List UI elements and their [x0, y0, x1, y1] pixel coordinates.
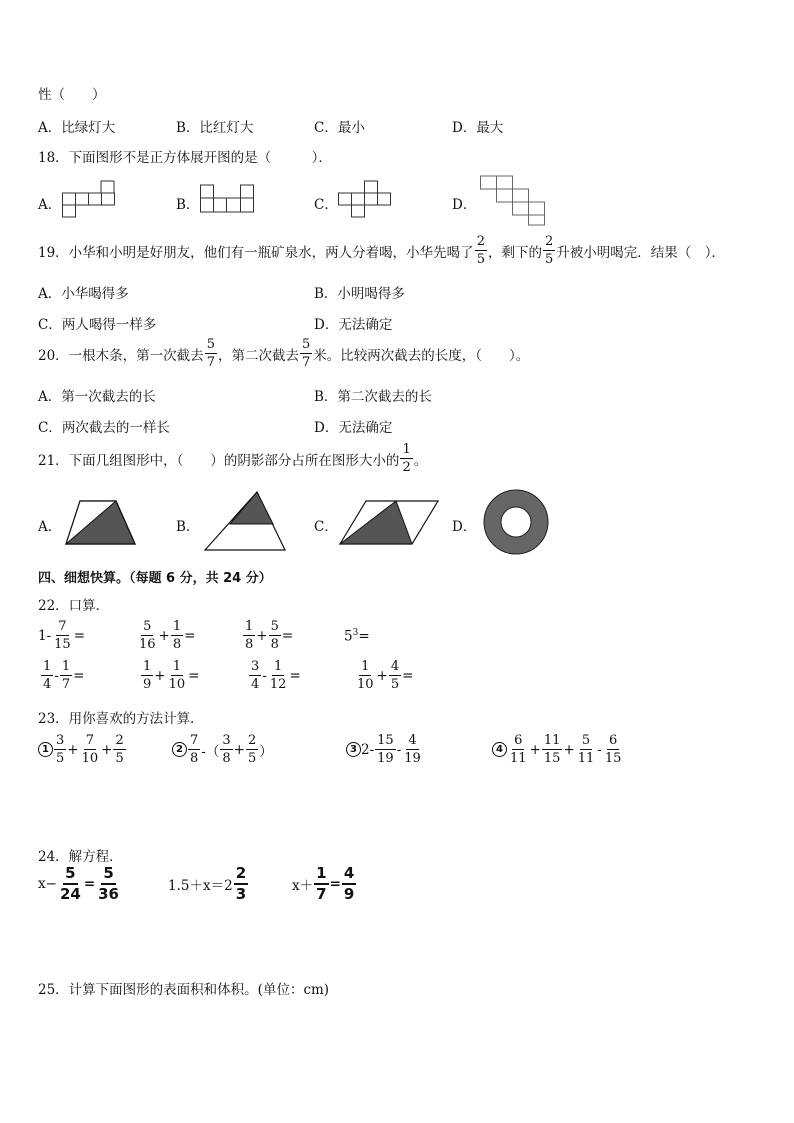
q20-option-d[interactable]: D．无法确定 [314, 420, 393, 436]
q22-stem: 22．口算． [38, 598, 110, 614]
q23-p4-fraction-1: $\frac{6}{11}$ [510, 733, 527, 766]
q23-p2-fraction-3: $\frac{2}{5}$ [247, 733, 257, 766]
q22-e5-fraction-1: $\frac{1}{4}$ [43, 659, 52, 692]
q19-fraction-1: $\frac{2}{5}$ [476, 234, 485, 267]
q22-e8-equals: = [402, 667, 414, 684]
q18-label-d[interactable]: D． [452, 197, 477, 213]
q17-option-a[interactable]: A．比绿灯大 [38, 120, 116, 136]
q23-p4-fraction-3: $\frac{5}{11}$ [577, 733, 595, 766]
q23-p1-fraction-3: $\frac{2}{5}$ [115, 733, 124, 766]
q18-net-d [478, 174, 548, 226]
q21-fraction: $\frac{1}{2}$ [402, 442, 411, 475]
q23-p2-close-paren: ） [259, 743, 273, 760]
q21-stem-b: 。 [413, 452, 428, 469]
q22-e4-equals: = [358, 628, 370, 645]
q21-trapezoid-figure [64, 498, 138, 546]
q20-option-b[interactable]: B．第二次截去的长 [314, 389, 432, 405]
q19-stem [38, 235, 725, 266]
q21-label-d[interactable]: D． [452, 519, 477, 535]
q24-eq3-fraction-1: $\frac{1}{7}$ [316, 864, 327, 903]
q23-p1-operator-2: + [101, 741, 113, 758]
q23-marker-2: 2 [172, 742, 187, 757]
q24-eq3-equals: = [329, 876, 341, 892]
q24-eq3-fraction-2: $\frac{4}{9}$ [343, 864, 355, 903]
q22-expression-1[interactable] [38, 620, 85, 651]
q23-p4-fraction-2: $\frac{11}{15}$ [543, 733, 561, 766]
q22-e8-operator: + [376, 667, 388, 684]
q19-option-a[interactable]: A．小华喝得多 [38, 286, 129, 302]
q23-problem-1[interactable] [38, 734, 127, 765]
q22-e7-fraction-2: $\frac{1}{12}$ [269, 659, 287, 692]
q24-eq1-prefix: x− [38, 876, 57, 892]
q23-p3-fraction-1: $\frac{15}{19}$ [377, 733, 394, 766]
q22-e7-equals: = [289, 667, 301, 684]
q22-e5-operator: - [54, 667, 59, 684]
q20-stem-b: ，第二次截去 [217, 347, 299, 364]
q21-stem [38, 443, 427, 474]
q21-triangle-figure [202, 490, 288, 552]
q23-p2-fraction-2: $\frac{3}{8}$ [222, 733, 231, 766]
q23-p4-fraction-4: $\frac{6}{15}$ [604, 733, 622, 766]
q22-e2-fraction-1: $\frac{5}{16}$ [139, 619, 156, 652]
q22-e5-fraction-2: $\frac{1}{7}$ [61, 659, 71, 692]
q17-option-b[interactable]: B．比红灯大 [176, 120, 254, 136]
q22-e3-operator: + [256, 627, 268, 644]
q18-net-a [62, 180, 116, 220]
q20-stem-c: 米。比较两次截去的长度，（ ）。 [313, 347, 530, 364]
q22-expression-5[interactable] [40, 660, 84, 691]
q22-expression-4[interactable] [344, 628, 370, 645]
q22-e2-equals: = [184, 627, 196, 644]
q23-marker-3: 3 [346, 742, 361, 757]
q23-p4-operator-1: + [529, 741, 541, 758]
q23-p2-operator-1: -（ [201, 743, 220, 760]
q22-e4-base: 5 [344, 628, 353, 645]
q20-option-a[interactable]: A．第一次截去的长 [38, 389, 156, 405]
q23-p1-operator-1: + [67, 741, 79, 758]
q22-e4-exponent: 3 [352, 628, 359, 638]
q22-e2-operator: + [158, 627, 170, 644]
q25-stem: 25．计算下面图形的表面积和体积。(单位：cm) [38, 982, 330, 998]
q22-expression-3[interactable] [242, 620, 293, 651]
q24-eq3-prefix: x＋ [292, 878, 314, 894]
q23-marker-1: 1 [38, 742, 53, 757]
q17-option-d[interactable]: D．最大 [452, 120, 504, 136]
q22-e3-fraction-1: $\frac{1}{8}$ [245, 619, 254, 652]
q22-e7-fraction-1: $\frac{3}{4}$ [251, 659, 260, 692]
q23-p3-prefix: 2- [361, 741, 375, 758]
q22-e5-equals: = [73, 667, 85, 684]
q19-option-c[interactable]: C．两人喝得一样多 [38, 317, 157, 333]
q23-marker-4: 4 [492, 742, 507, 757]
q18-label-b[interactable]: B． [176, 197, 200, 213]
q24-equation-2[interactable] [168, 866, 249, 902]
q23-p3-operator-1: - [396, 741, 402, 758]
q23-p3-fraction-2: $\frac{4}{19}$ [404, 733, 421, 766]
q22-e8-fraction-2: $\frac{4}{5}$ [390, 659, 400, 692]
q19-option-b[interactable]: B．小明喝得多 [314, 286, 405, 302]
q23-p1-fraction-1: $\frac{3}{5}$ [56, 733, 65, 766]
q21-label-b[interactable]: B． [176, 519, 200, 535]
q18-net-c [338, 180, 392, 220]
q24-eq2-prefix: 1.5＋x＝2 [168, 878, 233, 894]
q20-option-c[interactable]: C．两次截去的一样长 [38, 420, 170, 436]
q19-option-d[interactable]: D．无法确定 [314, 317, 393, 333]
q22-e1-fraction: $\frac{7}{15}$ [54, 619, 71, 652]
q24-eq1-equals: = [83, 876, 96, 892]
q24-eq1-fraction-1: $\frac{5}{24}$ [59, 864, 81, 903]
q21-ring-figure [478, 488, 554, 556]
q17-stem-tail: 性（ ） [38, 87, 106, 103]
q22-expression-8[interactable] [354, 660, 413, 691]
q22-e8-fraction-1: $\frac{1}{10}$ [357, 659, 374, 692]
q21-stem-a: 21．下面几组图形中，（ ）的阴影部分占所在图形大小的 [38, 452, 400, 469]
q22-expression-6[interactable] [140, 660, 199, 691]
q24-equation-3[interactable] [292, 866, 357, 902]
q19-stem-b: ，剩下的 [487, 244, 542, 261]
q19-fraction-2: $\frac{2}{5}$ [544, 234, 554, 267]
q20-fraction-2: $\frac{5}{7}$ [301, 337, 311, 370]
q22-e6-operator: + [154, 667, 166, 684]
q19-stem-a: 19．小华和小明是好朋友，他们有一瓶矿泉水，两人分着喝，小华先喝了 [38, 244, 474, 261]
q18-label-c[interactable]: C． [314, 197, 338, 213]
q22-e1-equals: = [73, 627, 86, 644]
q24-stem: 24．解方程． [38, 849, 123, 865]
q21-parallelogram-figure [338, 498, 440, 546]
q21-label-a[interactable]: A． [38, 519, 62, 535]
q23-p4-operator-2: + [563, 741, 575, 758]
q18-stem: 18．下面图形不是正方体展开图的是（ ）． [38, 150, 332, 166]
section-4-title: 四、细想快算。（每题 6 分，共 24 分） [38, 571, 272, 586]
q23-problem-2[interactable] [172, 734, 273, 765]
q20-stem [38, 338, 529, 369]
q23-p4-operator-3: - [597, 741, 602, 758]
q23-p2-operator-2: + [233, 741, 245, 758]
q22-e3-fraction-2: $\frac{5}{8}$ [270, 619, 279, 652]
q22-e7-operator: - [262, 667, 267, 684]
q24-eq1-fraction-2: $\frac{5}{36}$ [98, 864, 119, 903]
q18-net-b [200, 184, 256, 216]
q22-expression-2[interactable] [136, 620, 195, 651]
q23-problem-3[interactable] [346, 734, 424, 765]
q21-label-c[interactable]: C． [314, 519, 338, 535]
q22-e1-prefix: 1- [38, 627, 52, 644]
q17-option-c[interactable]: C．最小 [314, 120, 365, 136]
q18-label-a[interactable]: A． [38, 197, 62, 213]
q22-e6-equals: = [188, 667, 200, 684]
q23-stem: 23．用你喜欢的方法计算． [38, 711, 204, 727]
q23-p1-fraction-2: $\frac{7}{10}$ [81, 733, 99, 766]
q24-equation-1[interactable] [38, 866, 122, 902]
q23-p2-fraction-1: $\frac{7}{8}$ [190, 733, 199, 766]
q22-expression-7[interactable] [248, 660, 301, 691]
q23-problem-4[interactable] [492, 734, 624, 765]
q24-eq2-fraction: $\frac{2}{3}$ [235, 864, 247, 903]
q20-fraction-1: $\frac{5}{7}$ [206, 337, 215, 370]
q19-stem-c: 升被小明喝完．结果（ ）． [556, 244, 725, 261]
q22-e3-equals: = [281, 627, 294, 644]
q22-e6-fraction-1: $\frac{1}{9}$ [143, 659, 152, 692]
q20-stem-a: 20．一根木条，第一次截去 [38, 347, 204, 364]
q22-e2-fraction-2: $\frac{1}{8}$ [172, 619, 182, 652]
q22-e6-fraction-2: $\frac{1}{10}$ [168, 659, 186, 692]
